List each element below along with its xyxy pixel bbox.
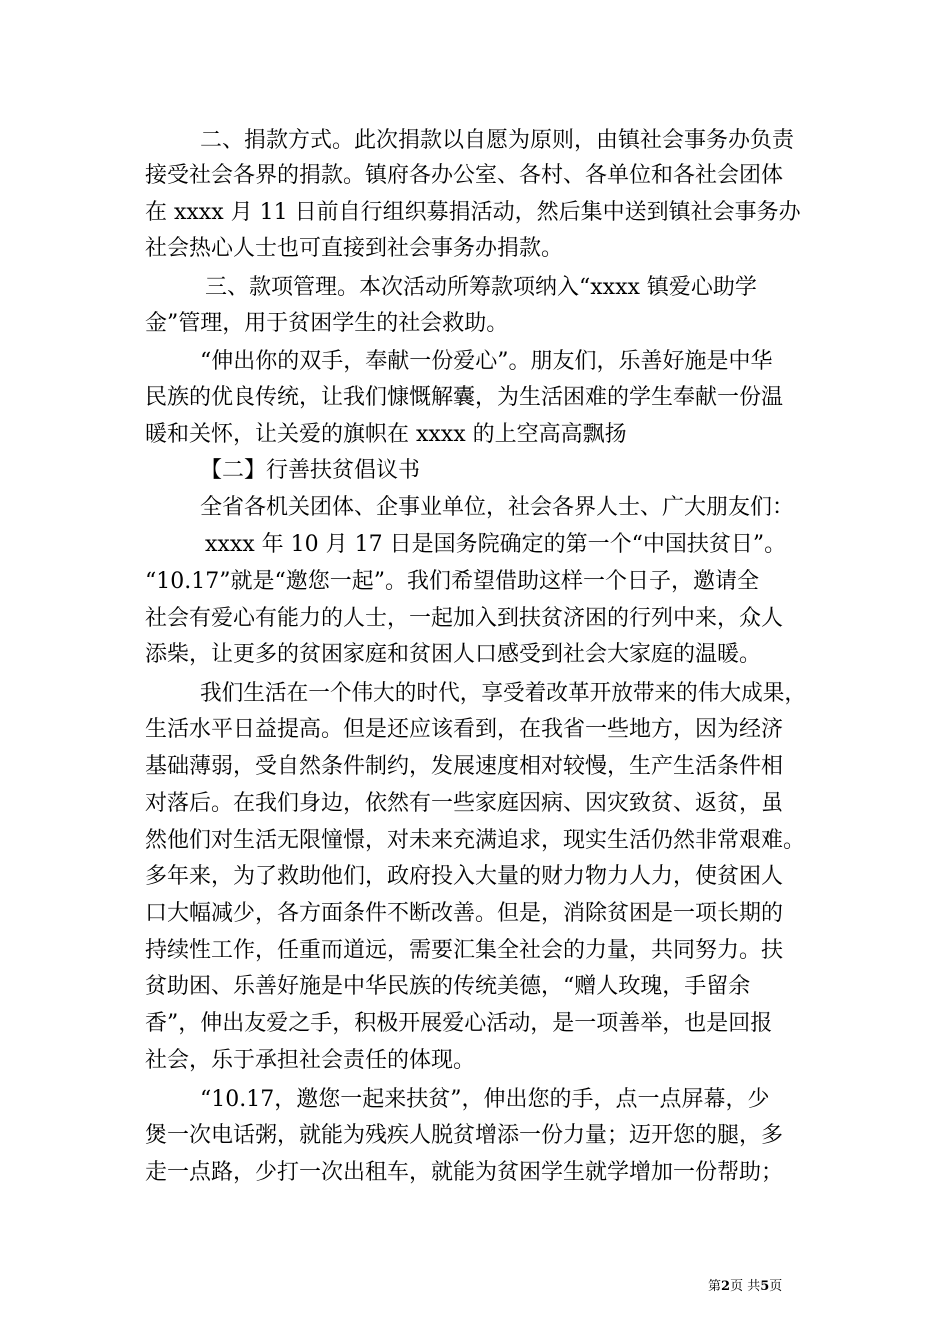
footer-current-page: 2 xyxy=(721,1279,731,1294)
text-line: 贫助困、乐善好施是中华民族的传统美德，“赠人玫瑰，手留余 xyxy=(145,974,751,999)
footer-middle: 页 共 xyxy=(730,1279,761,1294)
text-line: 接受社会各界的捐款。镇府各办公室、各村、各单位和各社会团体 xyxy=(145,163,784,188)
text-line: 民族的优良传统，让我们慷慨解囊，为生活困难的学生奉献一份温 xyxy=(145,385,784,410)
text-line: 煲一次电话粥，就能为残疾人脱贫增添一份力量；迈开您的腿，多 xyxy=(145,1123,784,1148)
footer-suffix: 页 xyxy=(769,1279,783,1294)
page-footer xyxy=(708,1278,782,1296)
text-line: “10.17”就是“邀您一起”。我们希望借助这样一个日子，邀请全 xyxy=(145,569,759,594)
text-line: 对落后。在我们身边，依然有一些家庭因病、因灾致贫、返贫，虽 xyxy=(145,791,784,816)
text-line: 香”，伸出友爱之手，积极开展爱心活动，是一项善举，也是回报 xyxy=(145,1011,773,1036)
footer-total-pages: 5 xyxy=(760,1279,770,1294)
text-line: 金”管理，用于贫困学生的社会救助。 xyxy=(145,311,509,336)
text-line: 然他们对生活无限憧憬，对未来充满追求，现实生活仍然非常艰难。 xyxy=(145,828,806,853)
footer-prefix: 第 xyxy=(708,1279,722,1294)
text-line: 【二】行善扶贫倡议书 xyxy=(200,458,421,483)
text-line: 我们生活在一个伟大的时代，享受着改革开放带来的伟大成果， xyxy=(200,681,807,706)
text-line: 持续性工作，任重而道远，需要汇集全社会的力量，共同努力。扶 xyxy=(145,938,784,963)
text-line: 社会，乐于承担社会责任的体现。 xyxy=(145,1048,476,1073)
text-line: “10.17，邀您一起来扶贫”，伸出您的手，点一点屏幕，少 xyxy=(200,1087,770,1112)
text-line: 基础薄弱，受自然条件制约，发展速度相对较慢，生产生活条件相 xyxy=(145,754,784,779)
text-line: xxxx 年 10 月 17 日是国务院确定的第一个“中国扶贫日”。 xyxy=(205,532,787,557)
text-line: 社会有爱心有能力的人士，一起加入到扶贫济困的行列中来，众人 xyxy=(145,606,784,631)
text-line: “伸出你的双手，奉献一份爱心”。朋友们，乐善好施是中华 xyxy=(200,349,773,374)
text-line: 暖和关怀，让关爱的旗帜在 xxxx 的上空高高飘扬 xyxy=(145,422,627,447)
text-line: 走一点路，少打一次出租车，就能为贫困学生就学增加一份帮助； xyxy=(145,1160,784,1185)
text-line: 生活水平日益提高。但是还应该看到，在我省一些地方，因为经济 xyxy=(145,717,784,742)
text-line: 二、捐款方式。此次捐款以自愿为原则，由镇社会事务办负责 xyxy=(200,128,795,153)
text-line: 口大幅减少，各方面条件不断改善。但是，消除贫困是一项长期的 xyxy=(145,901,784,926)
text-line: 添柴，让更多的贫困家庭和贫困人口感受到社会大家庭的温暖。 xyxy=(145,642,762,667)
text-line: 在 xxxx 月 11 日前自行组织募捐活动，然后集中送到镇社会事务办 xyxy=(145,200,801,225)
text-line: 多年来，为了救助他们，政府投入大量的财力物力人力，使贫困人 xyxy=(145,864,784,889)
text-line: 全省各机关团体、企事业单位，社会各界人士、广大朋友们： xyxy=(200,495,795,520)
text-line: 社会热心人士也可直接到社会事务办捐款。 xyxy=(145,236,564,261)
text-line: 三、款项管理。本次活动所筹款项纳入“xxxx 镇爱心助学 xyxy=(205,275,757,300)
